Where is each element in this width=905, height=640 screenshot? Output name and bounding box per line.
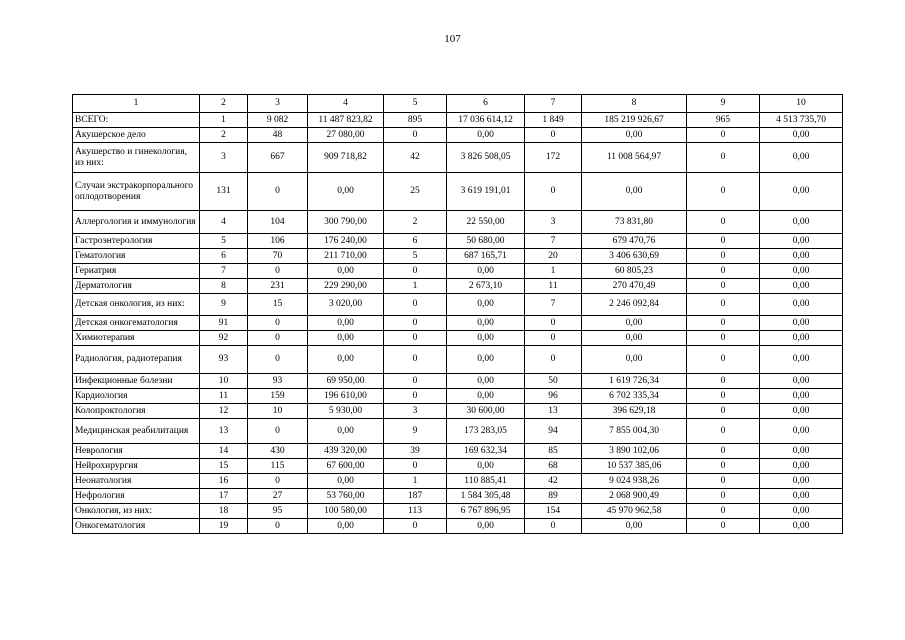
table-cell: 169 632,34	[447, 444, 525, 459]
table-cell: 48	[248, 128, 308, 143]
table-cell: 6	[200, 249, 248, 264]
table-cell: 0,00	[447, 316, 525, 331]
table-cell: 0,00	[760, 519, 843, 534]
table-cell: 131	[200, 173, 248, 211]
table-cell: 7	[525, 234, 582, 249]
table-cell: 4 513 735,70	[760, 113, 843, 128]
column-header: 5	[384, 95, 447, 113]
table-cell: 0	[525, 316, 582, 331]
table-cell: 679 470,76	[582, 234, 687, 249]
table-cell: 0	[687, 474, 760, 489]
table-cell: 0	[248, 264, 308, 279]
table-cell: 53 760,00	[308, 489, 384, 504]
table-cell: 68	[525, 459, 582, 474]
table-row	[73, 374, 843, 389]
table-cell: 211 710,00	[308, 249, 384, 264]
table-row	[73, 128, 843, 143]
table-row	[73, 234, 843, 249]
table-cell: 0,00	[760, 173, 843, 211]
row-label: Детская онкология, из них:	[73, 294, 200, 316]
table-cell: 0,00	[760, 249, 843, 264]
table-cell: 0,00	[582, 173, 687, 211]
table-cell: 9 024 938,26	[582, 474, 687, 489]
table-cell: 2 246 092,84	[582, 294, 687, 316]
table-cell: 96	[525, 389, 582, 404]
table-cell: 67 600,00	[308, 459, 384, 474]
table-cell: 13	[200, 419, 248, 444]
row-label: Акушерство и гинекология, из них:	[73, 143, 200, 173]
table-cell: 231	[248, 279, 308, 294]
table-cell: 0	[687, 173, 760, 211]
table-row	[73, 346, 843, 374]
table-cell: 0	[687, 404, 760, 419]
table-row	[73, 294, 843, 316]
table-cell: 0	[248, 519, 308, 534]
row-label: Гастроэнтерология	[73, 234, 200, 249]
table-cell: 60 805,23	[582, 264, 687, 279]
table-cell: 154	[525, 504, 582, 519]
table-cell: 0,00	[760, 444, 843, 459]
table-cell: 50 680,00	[447, 234, 525, 249]
table-cell: 17	[200, 489, 248, 504]
column-header: 9	[687, 95, 760, 113]
row-label: Случаи экстракорпорального оплодотворения	[73, 173, 200, 211]
table-cell: 185 219 926,67	[582, 113, 687, 128]
table-cell: 2	[384, 211, 447, 234]
table-row	[73, 211, 843, 234]
table-cell: 7	[525, 294, 582, 316]
table-cell: 20	[525, 249, 582, 264]
table-cell: 5 930,00	[308, 404, 384, 419]
table-cell: 3 826 508,05	[447, 143, 525, 173]
table-cell: 11	[200, 389, 248, 404]
table-cell: 0,00	[760, 264, 843, 279]
table-cell: 0	[384, 264, 447, 279]
table-cell: 115	[248, 459, 308, 474]
table-cell: 0	[687, 504, 760, 519]
table-cell: 439 320,00	[308, 444, 384, 459]
table-cell: 0	[687, 211, 760, 234]
table-cell: 0	[248, 316, 308, 331]
table-cell: 70	[248, 249, 308, 264]
row-label: Онкология, из них:	[73, 504, 200, 519]
table-cell: 0,00	[760, 404, 843, 419]
table-cell: 1	[384, 474, 447, 489]
table-cell: 92	[200, 331, 248, 346]
table-cell: 0,00	[760, 459, 843, 474]
table-cell: 85	[525, 444, 582, 459]
data-table	[72, 94, 843, 534]
table-cell: 0	[687, 279, 760, 294]
table-cell: 3 020,00	[308, 294, 384, 316]
table-cell: 4	[200, 211, 248, 234]
row-label: Нейрохирургия	[73, 459, 200, 474]
table-cell: 17 036 614,12	[447, 113, 525, 128]
table-cell: 0	[248, 331, 308, 346]
table-cell: 10	[248, 404, 308, 419]
column-header: 7	[525, 95, 582, 113]
row-label: Медицинская реабилитация	[73, 419, 200, 444]
column-header: 10	[760, 95, 843, 113]
table-cell: 2	[200, 128, 248, 143]
table-cell: 0,00	[308, 173, 384, 211]
row-label: Химиотерапия	[73, 331, 200, 346]
table-cell: 106	[248, 234, 308, 249]
table-cell: 0,00	[760, 331, 843, 346]
table-cell: 1 584 305,48	[447, 489, 525, 504]
table-row	[73, 316, 843, 331]
table-cell: 93	[248, 374, 308, 389]
table-cell: 22 550,00	[447, 211, 525, 234]
table-cell: 69 950,00	[308, 374, 384, 389]
row-label: Инфекционные болезни	[73, 374, 200, 389]
table-row	[73, 489, 843, 504]
table-cell: 0	[687, 374, 760, 389]
table-cell: 0,00	[760, 474, 843, 489]
table-cell: 0	[248, 346, 308, 374]
table-cell: 0	[384, 374, 447, 389]
table-cell: 0	[384, 331, 447, 346]
table-row	[73, 331, 843, 346]
table-cell: 3	[384, 404, 447, 419]
table-cell: 159	[248, 389, 308, 404]
table-cell: 6 767 896,95	[447, 504, 525, 519]
row-label: Аллергология и иммунология	[73, 211, 200, 234]
table-cell: 91	[200, 316, 248, 331]
column-header: 8	[582, 95, 687, 113]
table-cell: 229 290,00	[308, 279, 384, 294]
row-label: Неврология	[73, 444, 200, 459]
table-cell: 9 082	[248, 113, 308, 128]
table-cell: 667	[248, 143, 308, 173]
column-header: 3	[248, 95, 308, 113]
table-cell: 300 790,00	[308, 211, 384, 234]
table-cell: 0,00	[447, 331, 525, 346]
table-cell: 0,00	[308, 264, 384, 279]
table-cell: 172	[525, 143, 582, 173]
table-cell: 9	[200, 294, 248, 316]
table-cell: 0	[384, 294, 447, 316]
table-cell: 0	[687, 234, 760, 249]
table-cell: 0	[384, 519, 447, 534]
table-cell: 7 855 004,30	[582, 419, 687, 444]
table-cell: 0,00	[760, 346, 843, 374]
table-row	[73, 249, 843, 264]
row-label: Дерматология	[73, 279, 200, 294]
table-cell: 0	[248, 474, 308, 489]
table-row	[73, 459, 843, 474]
table-cell: 45 970 962,58	[582, 504, 687, 519]
table-cell: 104	[248, 211, 308, 234]
column-header: 6	[447, 95, 525, 113]
table-cell: 0,00	[760, 419, 843, 444]
table-cell: 0	[525, 331, 582, 346]
table-cell: 0	[687, 331, 760, 346]
table-cell: 0,00	[447, 519, 525, 534]
page-number: 107	[444, 33, 461, 45]
table-cell: 12	[200, 404, 248, 419]
table-cell: 1	[384, 279, 447, 294]
header-row	[73, 95, 843, 113]
table-cell: 50	[525, 374, 582, 389]
table-cell: 1 619 726,34	[582, 374, 687, 389]
column-header: 2	[200, 95, 248, 113]
table-cell: 1	[200, 113, 248, 128]
table-cell: 0,00	[760, 489, 843, 504]
table-cell: 0,00	[308, 474, 384, 489]
row-label: Кардиология	[73, 389, 200, 404]
row-label: Неонатология	[73, 474, 200, 489]
table-cell: 0,00	[760, 374, 843, 389]
table-cell: 0,00	[760, 279, 843, 294]
table-cell: 16	[200, 474, 248, 489]
table-cell: 396 629,18	[582, 404, 687, 419]
table-row	[73, 389, 843, 404]
table-cell: 0	[384, 316, 447, 331]
table-cell: 0,00	[447, 346, 525, 374]
table-cell: 6	[384, 234, 447, 249]
table-cell: 0,00	[760, 294, 843, 316]
table-cell: 5	[200, 234, 248, 249]
row-label: Радиология, радиотерапия	[73, 346, 200, 374]
table-cell: 3	[525, 211, 582, 234]
table-cell: 11 487 823,82	[308, 113, 384, 128]
table-cell: 909 718,82	[308, 143, 384, 173]
column-header: 1	[73, 95, 200, 113]
table-row	[73, 279, 843, 294]
table-cell: 0	[687, 419, 760, 444]
table-cell: 0,00	[760, 504, 843, 519]
table-cell: 14	[200, 444, 248, 459]
table-cell: 0,00	[308, 419, 384, 444]
table-cell: 10	[200, 374, 248, 389]
table-cell: 0	[687, 143, 760, 173]
table-cell: 95	[248, 504, 308, 519]
table-cell: 0,00	[308, 331, 384, 346]
table-cell: 42	[384, 143, 447, 173]
table-cell: 0	[384, 459, 447, 474]
table-cell: 0,00	[582, 346, 687, 374]
table-cell: 3 406 630,69	[582, 249, 687, 264]
table-cell: 0,00	[447, 459, 525, 474]
table-row	[73, 143, 843, 173]
table-row	[73, 444, 843, 459]
table-cell: 15	[200, 459, 248, 474]
table-cell: 0	[384, 346, 447, 374]
table-cell: 10 537 385,06	[582, 459, 687, 474]
table-cell: 0	[525, 173, 582, 211]
table-cell: 430	[248, 444, 308, 459]
table-cell: 0	[384, 389, 447, 404]
table-cell: 25	[384, 173, 447, 211]
table-row	[73, 113, 843, 128]
table-cell: 2 673,10	[447, 279, 525, 294]
table-cell: 0	[248, 173, 308, 211]
table-cell: 27 080,00	[308, 128, 384, 143]
table-cell: 0	[687, 389, 760, 404]
table-cell: 0	[687, 346, 760, 374]
row-label: Колопроктология	[73, 404, 200, 419]
table-cell: 0,00	[760, 143, 843, 173]
table-cell: 0	[687, 249, 760, 264]
table-cell: 270 470,49	[582, 279, 687, 294]
table-cell: 0	[687, 489, 760, 504]
table-cell: 0	[687, 316, 760, 331]
table-cell: 3 619 191,01	[447, 173, 525, 211]
table-cell: 2 068 900,49	[582, 489, 687, 504]
table-cell: 0,00	[582, 316, 687, 331]
table-cell: 965	[687, 113, 760, 128]
table-cell: 9	[384, 419, 447, 444]
table-cell: 0,00	[760, 234, 843, 249]
table-cell: 110 885,41	[447, 474, 525, 489]
table-cell: 0,00	[760, 389, 843, 404]
table-cell: 0	[525, 346, 582, 374]
table-cell: 27	[248, 489, 308, 504]
table-cell: 15	[248, 294, 308, 316]
table-cell: 8	[200, 279, 248, 294]
table-cell: 113	[384, 504, 447, 519]
table-row	[73, 504, 843, 519]
row-label: Гематология	[73, 249, 200, 264]
table-cell: 0,00	[760, 128, 843, 143]
table-cell: 94	[525, 419, 582, 444]
table-row	[73, 519, 843, 534]
table-cell: 89	[525, 489, 582, 504]
table-cell: 196 610,00	[308, 389, 384, 404]
table-cell: 11 008 564,97	[582, 143, 687, 173]
table-cell: 0	[687, 444, 760, 459]
table-cell: 39	[384, 444, 447, 459]
table-cell: 0,00	[582, 519, 687, 534]
row-label: Гериатрия	[73, 264, 200, 279]
table-cell: 0	[687, 519, 760, 534]
table-cell: 0,00	[582, 128, 687, 143]
table-row	[73, 419, 843, 444]
table-cell: 18	[200, 504, 248, 519]
table-row	[73, 474, 843, 489]
table-cell: 73 831,80	[582, 211, 687, 234]
row-label: Нефрология	[73, 489, 200, 504]
table-cell: 0,00	[308, 519, 384, 534]
table-cell: 3	[200, 143, 248, 173]
table-cell: 187	[384, 489, 447, 504]
column-header: 4	[308, 95, 384, 113]
table-cell: 0,00	[760, 316, 843, 331]
table-cell: 19	[200, 519, 248, 534]
table-cell: 0	[525, 128, 582, 143]
table-cell: 0,00	[447, 128, 525, 143]
table-cell: 42	[525, 474, 582, 489]
table-cell: 0,00	[582, 331, 687, 346]
table-cell: 0,00	[447, 389, 525, 404]
table-cell: 0	[687, 264, 760, 279]
row-label: Детская онкогематология	[73, 316, 200, 331]
table-cell: 0,00	[447, 294, 525, 316]
table-cell: 0,00	[308, 316, 384, 331]
table-cell: 0	[687, 459, 760, 474]
table-cell: 0,00	[760, 211, 843, 234]
table-cell: 0,00	[447, 264, 525, 279]
row-label: Онкогематология	[73, 519, 200, 534]
table-cell: 1	[525, 264, 582, 279]
table-cell: 30 600,00	[447, 404, 525, 419]
table-cell: 0	[248, 419, 308, 444]
table-cell: 173 283,05	[447, 419, 525, 444]
table-cell: 0,00	[308, 346, 384, 374]
table-row	[73, 404, 843, 419]
table-row	[73, 264, 843, 279]
table-cell: 13	[525, 404, 582, 419]
table-cell: 7	[200, 264, 248, 279]
table-cell: 687 165,71	[447, 249, 525, 264]
table-cell: 0	[687, 294, 760, 316]
table-cell: 0	[687, 128, 760, 143]
row-label: ВСЕГО:	[73, 113, 200, 128]
table-cell: 6 702 335,34	[582, 389, 687, 404]
table-cell: 0,00	[447, 374, 525, 389]
row-label: Акушерское дело	[73, 128, 200, 143]
table-cell: 0	[384, 128, 447, 143]
table-cell: 100 580,00	[308, 504, 384, 519]
table-row	[73, 173, 843, 211]
table-cell: 11	[525, 279, 582, 294]
table-cell: 93	[200, 346, 248, 374]
table-cell: 5	[384, 249, 447, 264]
table-cell: 0	[525, 519, 582, 534]
table-cell: 895	[384, 113, 447, 128]
table-cell: 3 890 102,06	[582, 444, 687, 459]
table-cell: 1 849	[525, 113, 582, 128]
table-cell: 176 240,00	[308, 234, 384, 249]
